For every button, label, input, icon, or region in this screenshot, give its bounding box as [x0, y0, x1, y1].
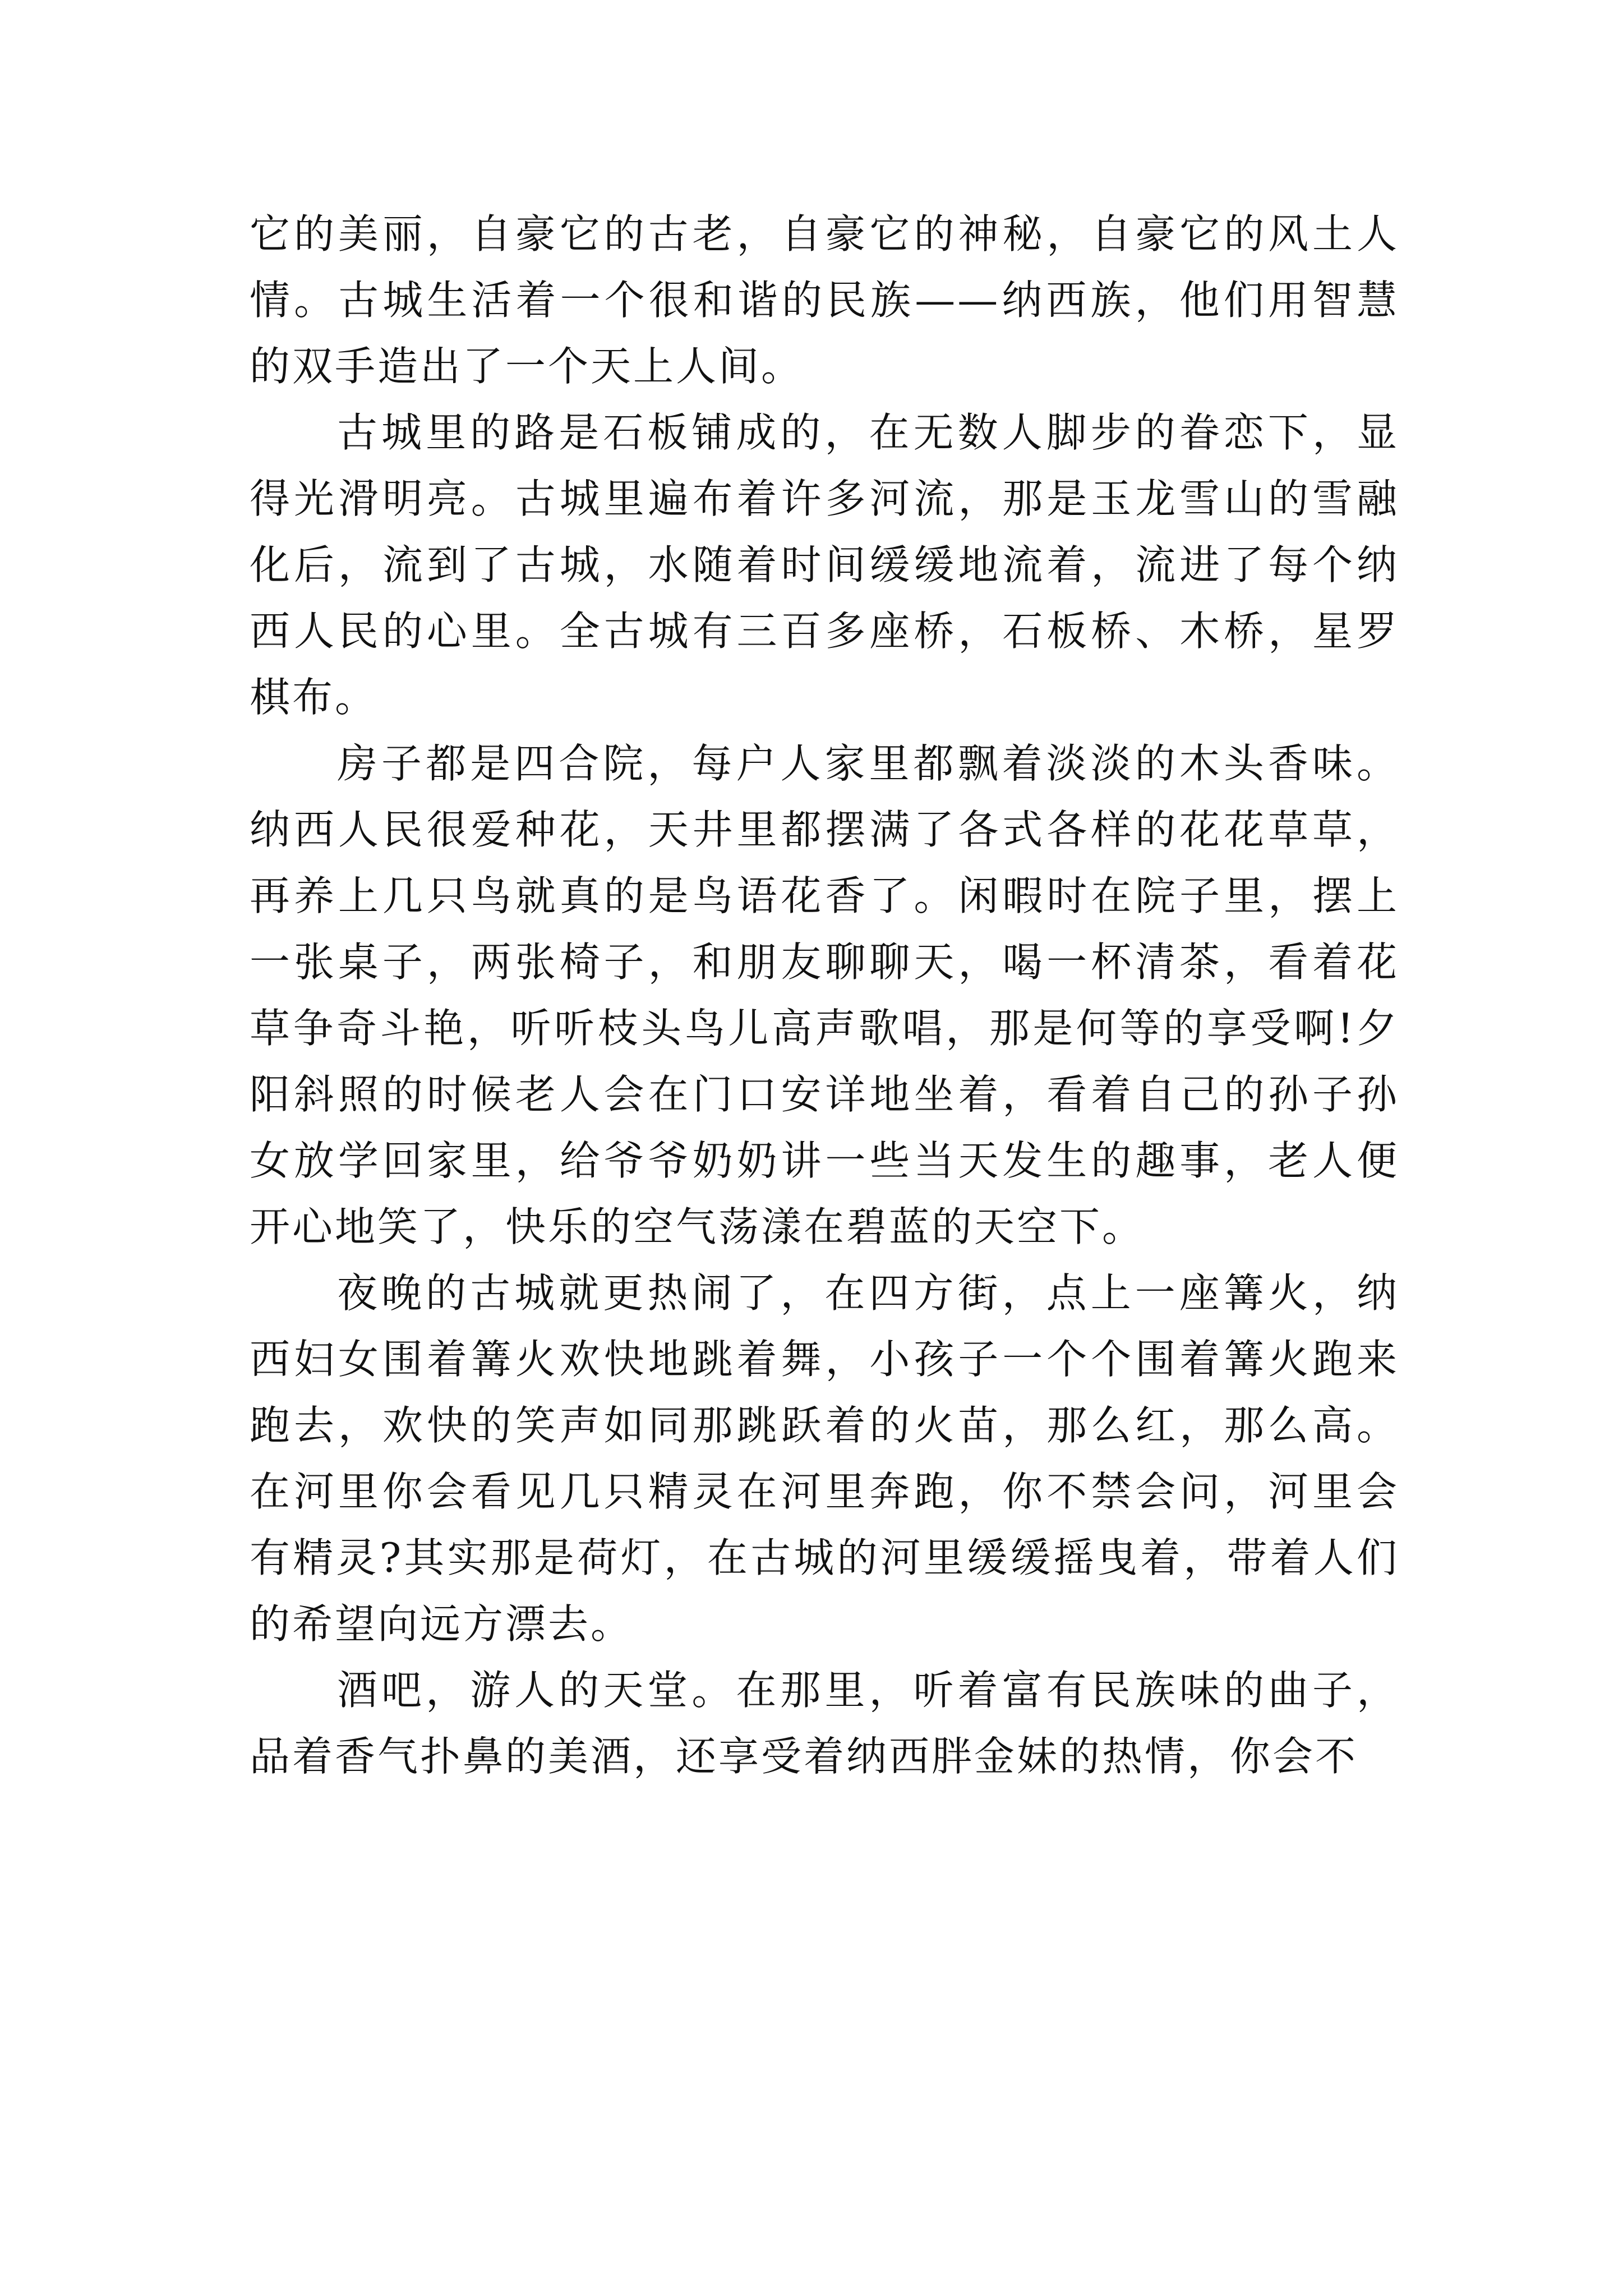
paragraph-1: 它的美丽，自豪它的古老，自豪它的神秘，自豪它的风土人情。古城生活着一个很和谐的民族——纳西族，他们用智慧的双手造出了一个天上人间。 [250, 210, 1399, 390]
paragraph-3: 房子都是四合院，每户人家里都飘着淡淡的木头香味。纳西人民很爱种花，天井里都摆满了各式各样的花花草草，再养上几只鸟就真的是鸟语花香了。闲暇时在院子里，摆上一张桌子，两张椅子，和朋友聊聊天，喝一杯清茶，看着花草争奇斗艳，听听枝头鸟儿高声歌唱，那是何等的享受啊!夕阳斜照的时候老人会在门口安详地坐着，看着自己的孙子孙女放学回家里，给爷爷奶奶讲一些当天发生的趣事，老人便开心地笑了，快乐的空气荡漾在碧蓝的天空下。 [250, 740, 1399, 1250]
paragraph-2: 古城里的路是石板铺成的，在无数人脚步的眷恋下，显得光滑明亮。古城里遍布着许多河流，那是玉龙雪山的雪融化后，流到了古城，水随着时间缓缓地流着，流进了每个纳西人民的心里。全古城有三百多座桥，石板桥、木桥，星罗棋布。 [250, 409, 1399, 721]
paragraph-4: 夜晚的古城就更热闹了，在四方街，点上一座篝火，纳西妇女围着篝火欢快地跳着舞，小孩子一个个围着篝火跑来跑去，欢快的笑声如同那跳跃着的火苗，那么红，那么高。在河里你会看见几只精灵在河里奔跑，你不禁会问，河里会有精灵?其实那是荷灯，在古城的河里缓缓摇曳着，带着人们的希望向远方漂去。 [250, 1269, 1399, 1648]
body-text [250, 201, 1399, 1789]
paragraph-5: 酒吧，游人的天堂。在那里，听着富有民族味的曲子，品着香气扑鼻的美酒，还享受着纳西胖金妹的热情，你会不 [250, 1667, 1399, 1780]
